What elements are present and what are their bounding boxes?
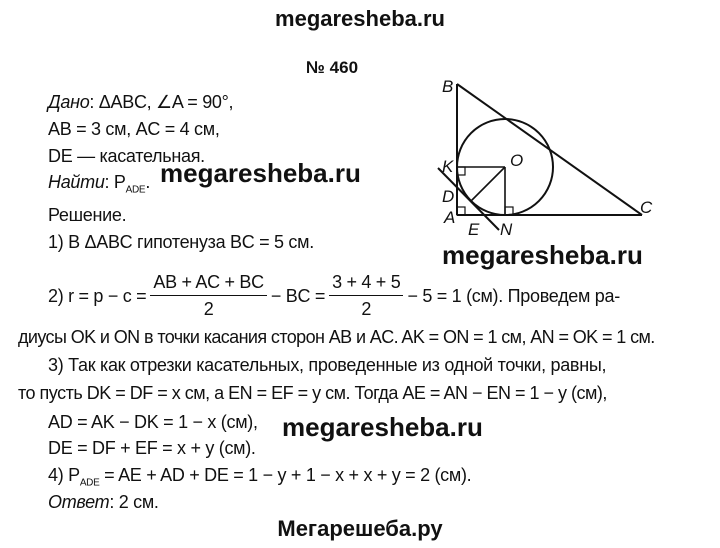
given-line-2: AB = 3 см, AC = 4 см, [48, 119, 220, 139]
solution-step-2: 2) r = p − c = $\frac{AB + AC + BC}{2}$ − BC = $\frac{3 + 4 + 5}{2}$ − 5 = 1 (см). Проведем ра- [48, 272, 620, 319]
solution-step-3-line-2: то пусть DK = DF = x см, а EN = EF = y см. Тогда AE = AN − EN = 1 − y (см), [18, 383, 607, 403]
watermark-bottom: Мегарешеба.ру [277, 516, 443, 541]
label-A: A [444, 208, 456, 227]
solution-heading: Решение. [48, 205, 127, 225]
label-D: D [442, 187, 455, 206]
label-K: K [442, 157, 454, 176]
solution-step-3-line-3: AD = AK − DK = 1 − x (см), [48, 412, 258, 432]
solution-step-4: 4) $P_{ADE}$ = AE + AD + DE = 1 − y + 1 − x + x + y = 2 (см). [48, 465, 472, 489]
solution-step-1: 1) В ΔABC гипотенуза BC = 5 см. [48, 232, 314, 252]
watermark-middle-3: megaresheba.ru [282, 412, 483, 442]
geometry-figure [426, 70, 656, 242]
answer-label: Ответ [48, 492, 110, 512]
solution-step-2-cont: диусы OK и ON в точки касания сторон AB и AC. AK = ON = 1 см, AN = OK = 1 см. [18, 327, 655, 347]
label-C: C [640, 198, 653, 217]
answer-line: Ответ: 2 см. [48, 492, 159, 512]
find-line: Найти: $P_{ADE}$. [48, 172, 151, 196]
given-line-1: Дано: ΔABC, ∠A = 90°, [48, 92, 234, 112]
watermark-top: megaresheba.ru [275, 6, 445, 31]
problem-number: № 460 [306, 58, 359, 77]
label-E: E [468, 220, 480, 239]
find-label: Найти [48, 172, 105, 192]
label-O: O [510, 151, 524, 170]
label-N: N [500, 220, 513, 239]
solution-step-3-line-4: DE = DF + EF = x + y (см). [48, 438, 256, 458]
fraction-values: $\frac{3 + 4 + 5}{2}$ [329, 272, 403, 320]
watermark-middle-1: megaresheba.ru [160, 158, 361, 188]
watermark-middle-2: megaresheba.ru [442, 240, 643, 270]
fraction-perimeter: $\frac{AB + AC + BC}{2}$ [150, 272, 266, 320]
given-line-3: DE — касательная. [48, 146, 205, 166]
solution-step-3-line-1: 3) Так как отрезки касательных, проведенные из одной точки, равны, [48, 355, 607, 375]
label-B: B [442, 77, 454, 96]
given-label: Дано [48, 92, 90, 112]
